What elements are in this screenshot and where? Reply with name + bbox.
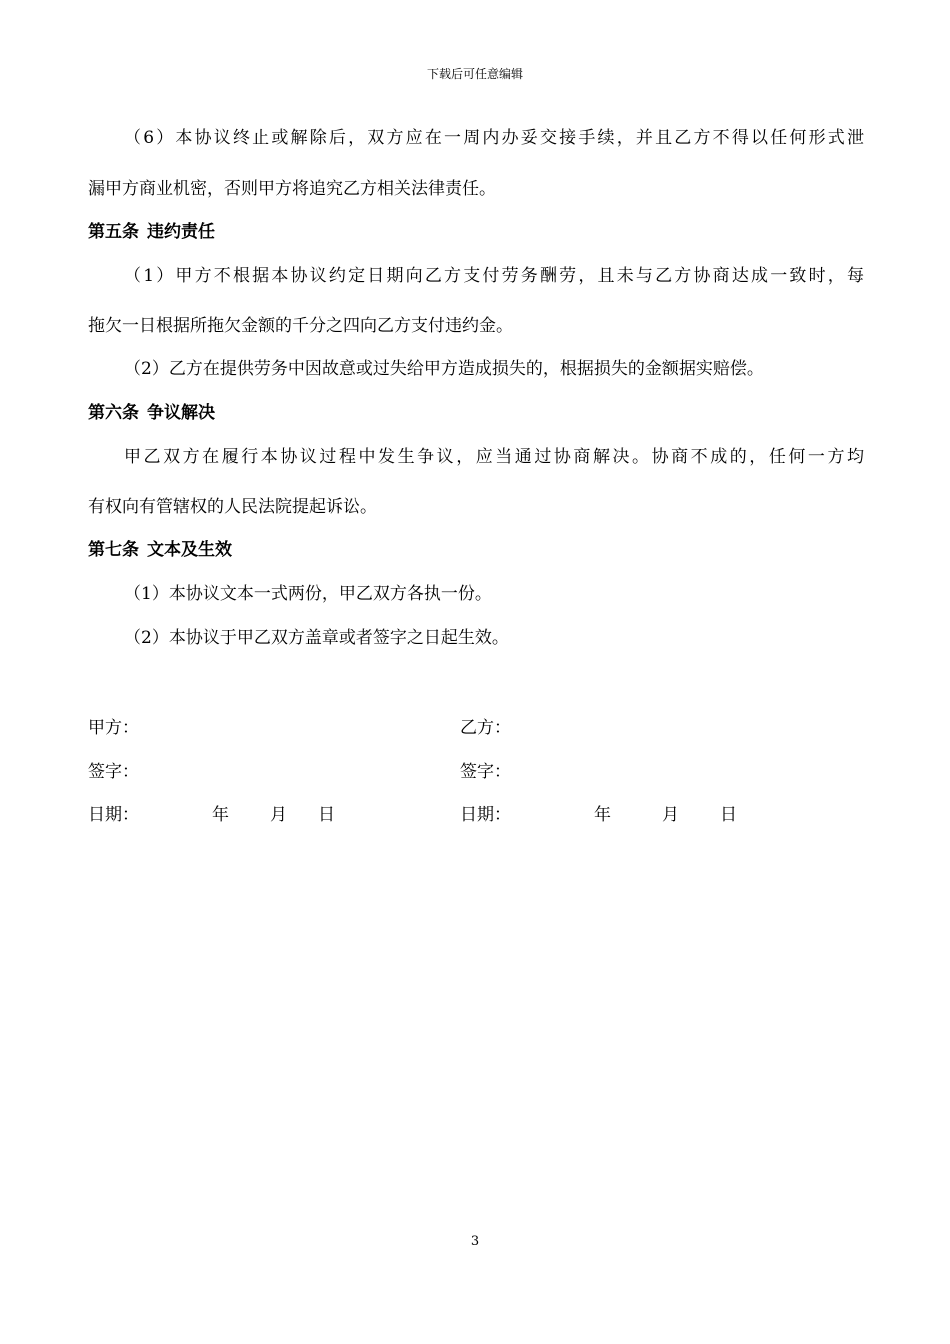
heading-article-5-title: 违约责任: [147, 222, 215, 242]
clause-5-1-line-1: （1）甲方不根据本协议约定日期向乙方支付劳务酬劳，且未与乙方协商达成一致时，每: [124, 266, 864, 286]
clause-5-2-line-1: （2）乙方在提供劳务中因故意或过失给甲方造成损失的，根据损失的金额据实赔偿。: [124, 359, 764, 379]
heading-article-6-number: 第六条: [88, 403, 139, 423]
clause-4-6-line-2: 漏甲方商业机密，否则甲方将追究乙方相关法律责任。: [88, 179, 496, 199]
heading-article-6: [88, 402, 215, 424]
heading-article-7-title: 文本及生效: [147, 540, 232, 560]
page-header: 下载后可任意编辑: [426, 67, 523, 81]
party-b-date-year: 年: [594, 805, 611, 825]
heading-article-6-title: 争议解决: [147, 403, 215, 423]
party-a-date-day: 日: [318, 805, 335, 825]
party-a-date-year: 年: [212, 805, 229, 825]
party-b-date-day: 日: [720, 805, 737, 825]
clause-5-1-line-2: 拖欠一日根据所拖欠金额的千分之四向乙方支付违约金。: [88, 316, 513, 336]
heading-article-5-number: 第五条: [88, 222, 139, 242]
heading-article-7-number: 第七条: [88, 540, 139, 560]
party-b-label: 乙方：: [460, 718, 511, 738]
party-a-signature-label: 签字：: [88, 762, 139, 782]
party-b-signature-label: 签字：: [460, 762, 511, 782]
clause-6-line-2: 有权向有管辖权的人民法院提起诉讼。: [88, 497, 377, 517]
clause-4-6-line-1: （6）本协议终止或解除后，双方应在一周内办妥交接手续，并且乙方不得以任何形式泄: [124, 128, 864, 148]
clause-6-line-1: 甲乙双方在履行本协议过程中发生争议，应当通过协商解决。协商不成的，任何一方均: [124, 447, 864, 467]
party-b-date-month: 月: [662, 805, 679, 825]
party-a-date-month: 月: [270, 805, 287, 825]
clause-7-2-line-1: （2）本协议于甲乙双方盖章或者签字之日起生效。: [124, 628, 509, 648]
party-b-date-label: 日期：: [460, 805, 511, 825]
heading-article-5: [88, 221, 215, 243]
party-a-label: 甲方：: [88, 718, 139, 738]
party-a-date-label: 日期：: [88, 805, 139, 825]
clause-7-1-line-1: （1）本协议文本一式两份，甲乙双方各执一份。: [124, 584, 492, 604]
page-number: 3: [470, 1234, 480, 1249]
heading-article-7: [88, 539, 232, 561]
